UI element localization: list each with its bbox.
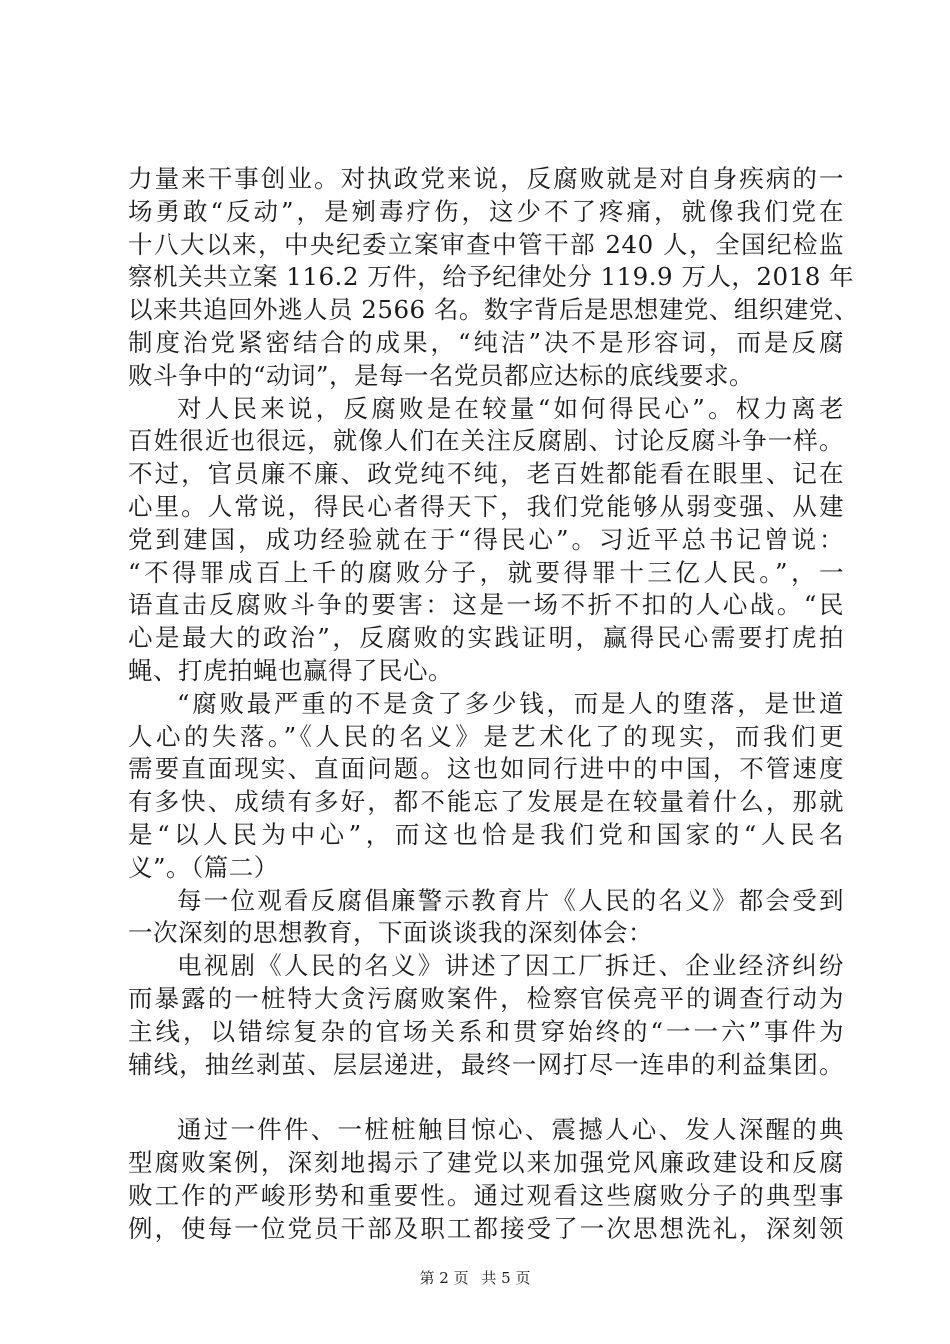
text-line: 语直击反腐败斗争的要害：这是一场不折不扣的人心战。“民 <box>128 590 844 620</box>
paragraph-start-line: 对人民来说，反腐败是在较量“如何得民心”。权力离老 <box>177 393 844 423</box>
text-line: 有多快、成绩有多好，都不能忘了发展是在较量着什么，那就 <box>128 787 844 817</box>
text-line: 十八大以来，中央纪委立案审查中管干部 240 人，全国纪检监 <box>128 229 844 259</box>
text-line: 义”。（篇二） <box>128 852 279 882</box>
blank-line <box>128 1081 844 1114</box>
paragraph-start-line: 通过一件件、一桩桩触目惊心、震撼人心、发人深醒的典 <box>177 1115 844 1145</box>
text-line: 型腐败案例，深刻地揭示了建党以来加强党风廉政建设和反腐 <box>128 1147 844 1177</box>
page-total: 共 5 页 <box>481 1269 531 1287</box>
text-line: 一次深刻的思想教育，下面谈谈我的深刻体会： <box>128 918 653 948</box>
text-line: 察机关共立案 116.2 万件，给予纪律处分 119.9 万人，2018 年 <box>128 262 855 292</box>
text-line: 例，使每一位党员干部及职工都接受了一次思想洗礼，深刻领 <box>128 1213 844 1243</box>
text-line: “不得罪成百上千的腐败分子，就要得罪十三亿人民。”，一 <box>128 557 844 587</box>
text-line: 人心的失落。”《人民的名义》是艺术化了的现实，而我们更 <box>128 721 844 751</box>
text-line: 蝇、打虎拍蝇也赢得了民心。 <box>128 655 453 685</box>
text-line: 力量来干事创业。对执政党来说，反腐败就是对自身疾病的一 <box>128 164 844 193</box>
text-line: 心是最大的政治”，反腐败的实践证明，赢得民心需要打虎拍 <box>128 623 844 653</box>
text-line: 百姓很近也很远，就像人们在关注反腐剧、讨论反腐斗争一样。 <box>128 426 844 456</box>
text-line: 败斗争中的“动词”，是每一名党员都应达标的底线要求。 <box>128 360 755 390</box>
text-line: 是“以人民为中心”，而这也恰是我们党和国家的“人民名 <box>128 819 844 849</box>
text-line: 败工作的严峻形势和重要性。通过观看这些腐败分子的典型事 <box>128 1180 844 1210</box>
text-line: 以来共追回外逃人员 2566 名。数字背后是思想建党、组织建党、 <box>128 295 859 325</box>
page-number: 第 2 页 <box>419 1269 469 1287</box>
text-line: 心里。人常说，得民心者得天下，我们党能够从弱变强、从建 <box>128 491 844 521</box>
page-footer <box>0 1268 950 1288</box>
text-line: 而暴露的一桩特大贪污腐败案件，检察官侯亮平的调查行动为 <box>128 983 844 1013</box>
paragraph-start-line: 电视剧《人民的名义》讲述了因工厂拆迁、企业经济纠纷 <box>177 951 844 981</box>
text-line: 不过，官员廉不廉、政党纯不纯，老百姓都能看在眼里、记在 <box>128 459 844 489</box>
text-line: 制度治党紧密结合的成果，“纯洁”决不是形容词，而是反腐 <box>128 327 844 357</box>
paragraph-start-line: “腐败最严重的不是贪了多少钱，而是人的堕落，是世道 <box>177 688 844 718</box>
document-body <box>128 163 859 1245</box>
text-line: 场勇敢“反动”，是剜毒疗伤，这少不了疼痛，就像我们党在 <box>128 196 844 226</box>
text-line: 辅线，抽丝剥茧、层层递进，最终一网打尽一连串的利益集团。 <box>128 1049 844 1079</box>
paragraph-start-line: 每一位观看反腐倡廉警示教育片《人民的名义》都会受到 <box>177 885 844 915</box>
text-line: 需要直面现实、直面问题。这也如同行进中的中国，不管速度 <box>128 754 844 784</box>
text-line: 党到建国，成功经验就在于“得民心”。习近平总书记曾说： <box>128 524 844 554</box>
text-line: 主线，以错综复杂的官场关系和贯穿始终的“一一六”事件为 <box>128 1016 844 1046</box>
